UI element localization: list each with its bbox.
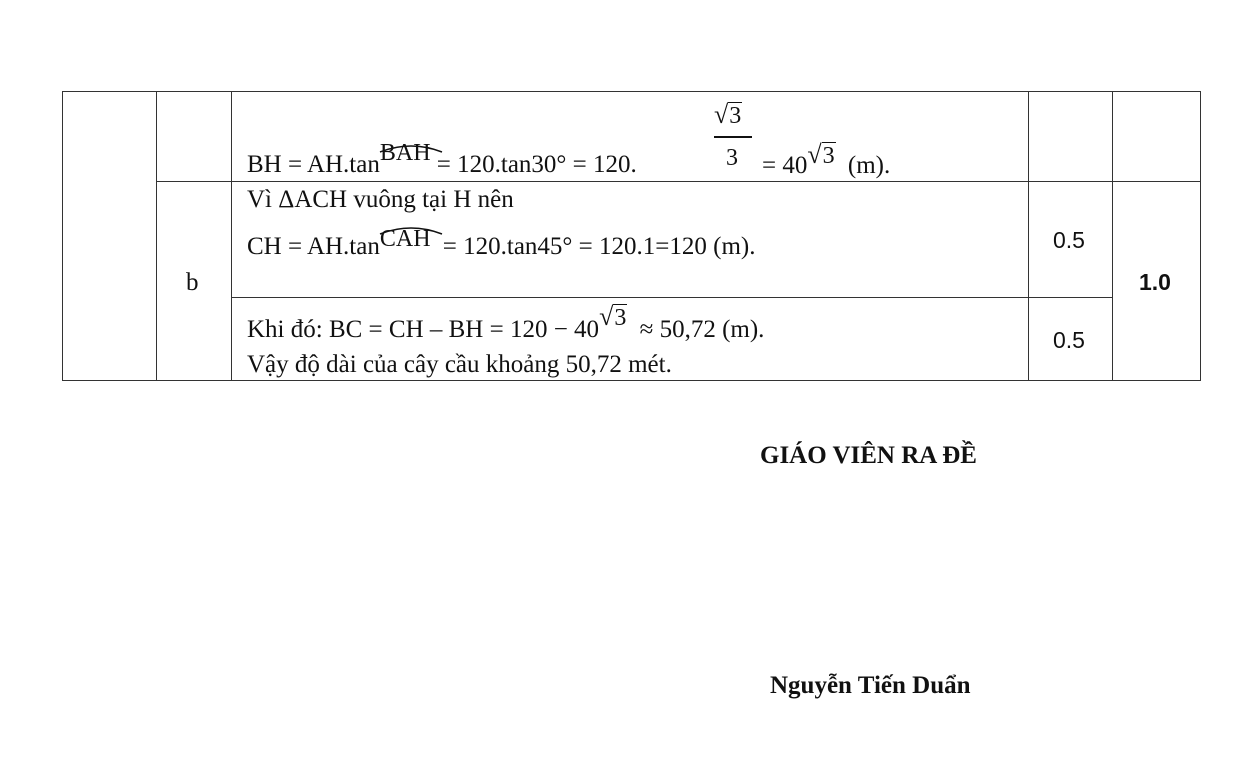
- row3-conclusion: Vậy độ dài của cây cầu khoảng 50,72 mét.: [247, 351, 672, 378]
- row2-line1: Vì ΔACH vuông tại H nên: [247, 186, 514, 213]
- score-row2: 0.5: [1053, 227, 1085, 253]
- total-score: 1.0: [1139, 269, 1171, 295]
- signature-title: GIÁO VIÊN RA ĐỀ: [760, 442, 977, 469]
- row1-result: = 40√3 (m).: [762, 140, 891, 179]
- fraction-bar: [714, 136, 752, 138]
- table-col-divider: [62, 91, 63, 381]
- table-border-right: [1200, 91, 1201, 381]
- table-border-top: [62, 91, 1201, 92]
- table-col-divider: [1112, 91, 1113, 381]
- table-col-divider: [1028, 91, 1029, 381]
- table-row-divider: [156, 181, 1201, 182]
- fraction-denominator: 3: [726, 145, 738, 171]
- score-row3: 0.5: [1053, 327, 1085, 353]
- angle-cah: CAH: [380, 235, 431, 259]
- table-col-divider: [231, 91, 232, 381]
- row3-formula: Khi đó: BC = CH – BH = 120 − 40√3 ≈ 50,72 (m).: [247, 302, 765, 343]
- row1-formula: BH = AH.tan BAH = 120.tan30° = 120.: [247, 140, 637, 178]
- row2-formula: CH = AH.tan CAH = 120.tan45° = 120.1=120 (m).: [247, 226, 756, 260]
- table-border-bottom: [62, 380, 1201, 381]
- table-row-divider: [231, 297, 1113, 298]
- table-col-divider: [156, 91, 157, 381]
- fraction-numerator: √3: [714, 100, 742, 129]
- signature-name: Nguyễn Tiến Duẩn: [770, 672, 971, 699]
- part-label: b: [186, 269, 199, 296]
- angle-bah: BAH: [380, 153, 431, 177]
